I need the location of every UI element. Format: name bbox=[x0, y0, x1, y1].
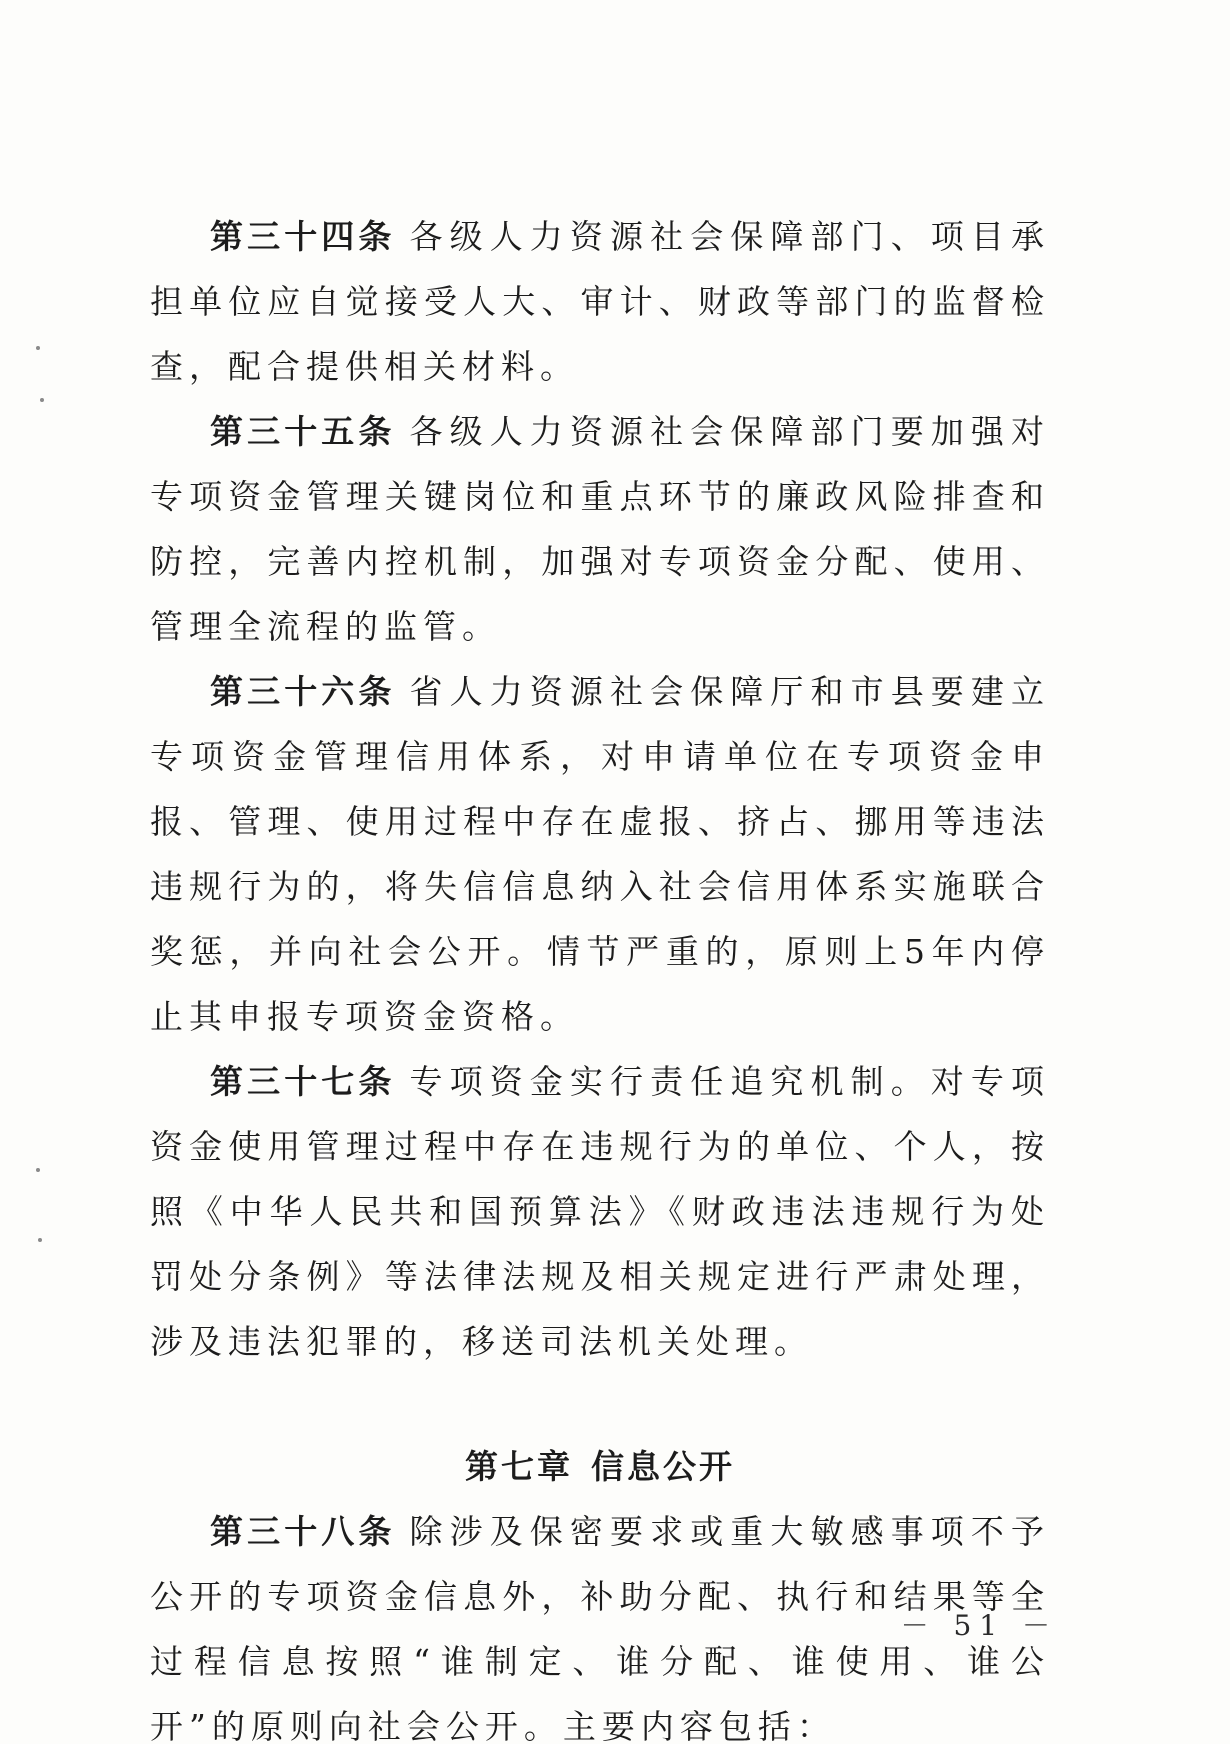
scan-speck bbox=[36, 1168, 40, 1172]
article-text: 各级人力资源社会保障部门、项目承担单位应自觉接受人大、审计、财政等部门的监督检查，配合提供相关材料。 bbox=[150, 217, 1051, 386]
scan-speck bbox=[38, 1238, 42, 1242]
article-text: 专项资金实行责任追究机制。对专项资金使用管理过程中存在违规行为的单位、个人，按照《中华人民共和国预算法》《财政违法违规行为处罚处分条例》等法律法规及相关规定进行严肃处理，涉及违法犯罪的，移送司法机关处理。 bbox=[150, 1062, 1051, 1361]
article-heading: 第三十七条 bbox=[210, 1062, 396, 1101]
article-37 bbox=[150, 1049, 1050, 1374]
scan-speck bbox=[40, 398, 44, 402]
article-text: 省人力资源社会保障厅和市县要建立专项资金管理信用体系，对申请单位在专项资金申报、管理、使用过程中存在虚报、挤占、挪用等违法违规行为的，将失信信息纳入社会信用体系实施联合奖惩，并向社会公开。情节严重的，原则上5年内停止其申报专项资金资格。 bbox=[150, 672, 1051, 1036]
article-text: 各级人力资源社会保障部门要加强对专项资金管理关键岗位和重点环节的廉政风险排查和防控，完善内控机制，加强对专项资金分配、使用、管理全流程的监管。 bbox=[150, 412, 1051, 646]
chapter-heading bbox=[150, 1434, 1050, 1499]
page-number: － 51 － bbox=[900, 1609, 1058, 1642]
article-heading: 第三十五条 bbox=[210, 412, 396, 451]
article-36 bbox=[150, 659, 1050, 1049]
document-body bbox=[150, 204, 1050, 1759]
article-heading: 第三十四条 bbox=[210, 217, 396, 256]
chapter-title: 信息公开 bbox=[591, 1447, 735, 1486]
chapter-number: 第七章 bbox=[465, 1447, 573, 1486]
article-34 bbox=[150, 204, 1050, 399]
article-35 bbox=[150, 399, 1050, 659]
article-heading: 第三十六条 bbox=[210, 672, 396, 711]
scan-speck bbox=[36, 346, 40, 350]
article-heading: 第三十八条 bbox=[210, 1512, 396, 1551]
article-text: 除涉及保密要求或重大敏感事项不予公开的专项资金信息外，补助分配、执行和结果等全过程信息按照“谁制定、谁分配、谁使用、谁公开”的原则向社会公开。主要内容包括： bbox=[150, 1512, 1051, 1746]
